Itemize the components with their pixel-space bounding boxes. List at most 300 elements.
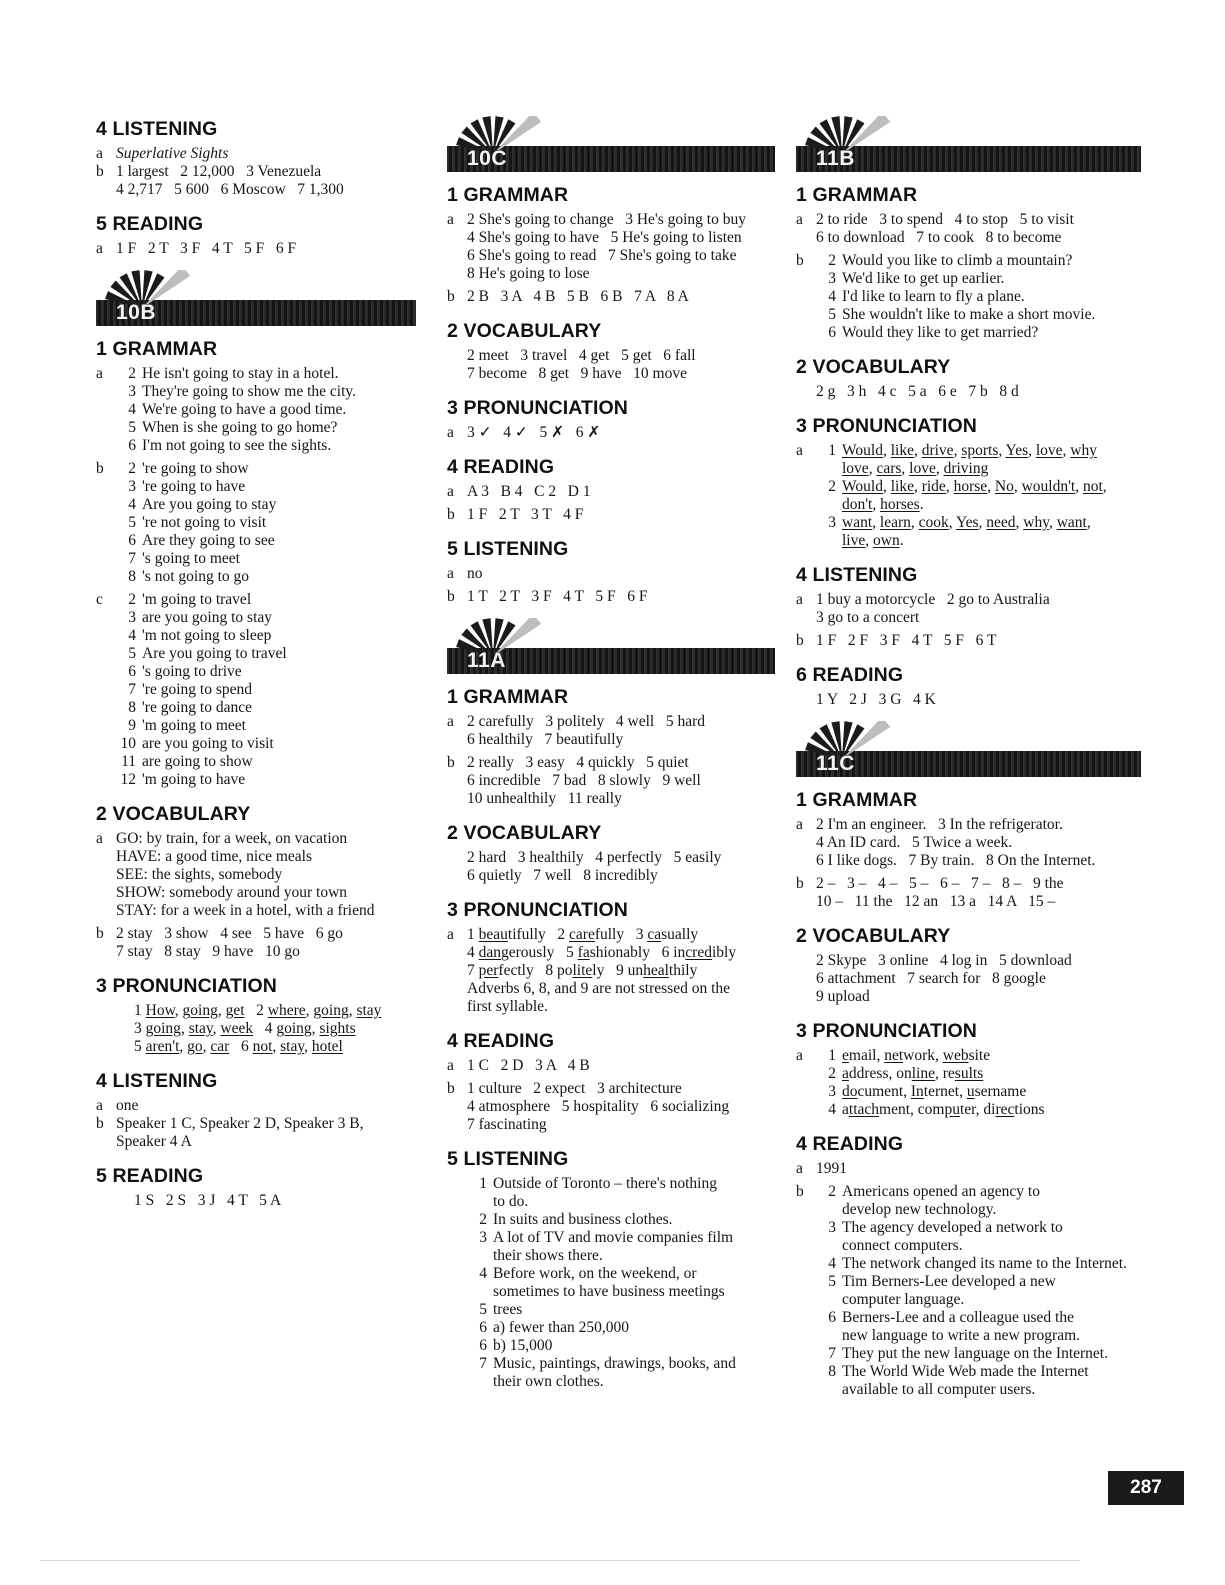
item-letter: b <box>447 754 455 771</box>
answer-row <box>96 163 416 181</box>
item-letter <box>796 532 816 550</box>
answer-text: 6 incredible 7 bad 8 slowly 9 well <box>467 772 701 789</box>
item-letter <box>447 772 467 790</box>
answer-text: Speaker 1 C, Speaker 2 D, Speaker 3 B, <box>116 1115 364 1132</box>
numbered-answer <box>96 478 416 496</box>
item-letter <box>796 288 816 306</box>
item-letter <box>796 514 816 532</box>
item-letter: a <box>796 591 803 608</box>
numbered-answer <box>796 288 1141 306</box>
answer-text: The network changed its name to the Internet. <box>842 1255 1127 1272</box>
item-number: 5 <box>128 514 136 531</box>
answer-text: A 3 B 4 C 2 D 1 <box>467 483 591 500</box>
numbered-answer <box>447 1247 775 1265</box>
answer-row <box>447 483 775 501</box>
item-number: 8 <box>828 1363 836 1380</box>
item-letter: a <box>96 1097 103 1114</box>
item-number <box>816 460 842 478</box>
answer-text: 7 fascinating <box>467 1116 547 1133</box>
answer-text: 's not going to go <box>142 568 249 585</box>
section-title: 3 PRONUNCIATION <box>96 975 277 997</box>
item-number: 8 <box>128 699 136 716</box>
item-letter <box>96 1020 116 1038</box>
section-title: 4 LISTENING <box>96 118 218 140</box>
section-title: 4 READING <box>447 1030 555 1052</box>
answer-text: email, network, website <box>842 1047 991 1064</box>
section-title: 4 LISTENING <box>796 564 918 586</box>
answer-text: Would you like to climb a mountain? <box>842 252 1073 269</box>
answer-row <box>796 970 1141 988</box>
answer-row <box>96 884 416 902</box>
item-number: 3 <box>828 514 836 531</box>
item-number <box>816 496 842 514</box>
item-letter <box>447 790 467 808</box>
answer-row <box>447 713 775 731</box>
item-number: 2 <box>828 252 836 269</box>
item-number <box>816 1237 842 1255</box>
item-letter <box>96 532 116 550</box>
sunburst-icon <box>802 116 902 150</box>
answer-text: 's going to drive <box>142 663 242 680</box>
section-title: 2 VOCABULARY <box>796 925 951 947</box>
answer-text: GO: by train, for a week, on vacation <box>116 830 348 847</box>
numbered-answer <box>447 1283 775 1301</box>
answer-row <box>96 848 416 866</box>
item-letter <box>447 1355 467 1373</box>
item-letter: a <box>447 483 454 500</box>
answer-row <box>96 1020 416 1038</box>
section-title: 1 GRAMMAR <box>796 789 918 811</box>
item-letter <box>796 383 816 401</box>
answer-row <box>447 247 775 265</box>
answer-text: 's going to meet <box>142 550 240 567</box>
item-number: 2 <box>128 460 136 477</box>
item-letter <box>96 1002 116 1020</box>
item-letter <box>96 735 116 753</box>
answer-text: address, online, results <box>842 1065 984 1082</box>
item-letter <box>796 852 816 870</box>
answer-row <box>447 588 775 606</box>
answer-text: 7 perfectly 8 politely 9 unhealthily <box>467 962 698 979</box>
numbered-answer <box>796 1101 1141 1119</box>
answer-text: The World Wide Web made the Internet <box>842 1363 1089 1380</box>
numbered-answer <box>447 1175 775 1193</box>
item-letter <box>447 365 467 383</box>
numbered-answer <box>96 591 416 609</box>
item-letter <box>447 962 467 980</box>
item-number: 5 <box>479 1301 487 1318</box>
item-number: 3 <box>828 1219 836 1236</box>
item-letter <box>447 849 467 867</box>
item-letter <box>447 1337 467 1355</box>
numbered-answer <box>96 681 416 699</box>
item-letter <box>96 902 116 920</box>
answer-row <box>796 852 1141 870</box>
item-letter: a <box>96 830 103 847</box>
answer-row <box>447 980 775 998</box>
numbered-answer <box>796 1183 1141 1201</box>
answer-text: 3 going, stay, week 4 going, sights <box>134 1020 356 1037</box>
item-letter <box>96 848 116 866</box>
item-letter <box>96 1133 116 1151</box>
page-number: 287 <box>1108 1471 1184 1505</box>
unit-code: 10C <box>467 147 508 170</box>
numbered-answer <box>447 1355 775 1373</box>
answer-text: 7 stay 8 stay 9 have 10 go <box>116 943 300 960</box>
item-number: 6 <box>828 1309 836 1326</box>
numbered-answer <box>796 1083 1141 1101</box>
item-letter <box>447 1116 467 1134</box>
item-number: 5 <box>128 645 136 662</box>
item-letter: b <box>447 588 455 605</box>
item-letter <box>796 324 816 342</box>
item-letter <box>447 1229 467 1247</box>
numbered-answer <box>796 1219 1141 1237</box>
answer-text: 7 become 8 get 9 have 10 move <box>467 365 687 382</box>
numbered-answer <box>96 514 416 532</box>
item-letter: b <box>96 460 104 477</box>
answer-text: 4 2,717 5 600 6 Moscow 7 1,300 <box>116 181 344 198</box>
answer-row <box>96 181 416 199</box>
answer-row <box>447 1080 775 1098</box>
item-letter <box>447 347 467 365</box>
answer-text: 3 go to a concert <box>816 609 920 626</box>
unit-banner <box>447 618 775 674</box>
answer-row <box>96 1133 416 1151</box>
answer-text: b) 15,000 <box>493 1337 553 1354</box>
numbered-answer <box>96 532 416 550</box>
item-letter <box>796 1363 816 1381</box>
numbered-answer <box>96 717 416 735</box>
numbered-answer <box>96 663 416 681</box>
numbered-answer <box>796 1363 1141 1381</box>
item-number: 9 <box>128 717 136 734</box>
item-letter <box>796 609 816 627</box>
item-letter <box>96 609 116 627</box>
numbered-answer <box>96 496 416 514</box>
answer-text: attachment, computer, directions <box>842 1101 1045 1118</box>
item-number: 1 <box>479 1175 487 1192</box>
answer-text: live, own. <box>842 532 904 549</box>
answer-text: 8 He's going to lose <box>467 265 590 282</box>
item-letter: a <box>796 442 803 459</box>
item-letter: a <box>96 365 103 382</box>
sunburst-icon <box>802 721 902 755</box>
answer-text: Americans opened an agency to <box>842 1183 1040 1200</box>
section-title: 2 VOCABULARY <box>447 320 602 342</box>
section-title: 3 PRONUNCIATION <box>447 397 628 419</box>
unit-code: 11A <box>467 649 506 672</box>
unit-banner <box>447 116 775 172</box>
section-title: 1 GRAMMAR <box>96 338 218 360</box>
answer-row <box>447 1098 775 1116</box>
answer-row <box>447 926 775 944</box>
bottom-rule <box>40 1560 1080 1561</box>
answer-text: love, cars, love, driving <box>842 460 989 477</box>
answer-text: sometimes to have business meetings <box>493 1283 725 1300</box>
answer-row <box>96 830 416 848</box>
item-number <box>467 1193 493 1211</box>
item-letter <box>96 627 116 645</box>
item-letter <box>96 717 116 735</box>
answer-row <box>796 229 1141 247</box>
item-number <box>467 1373 493 1391</box>
section-title: 5 LISTENING <box>447 1148 569 1170</box>
answer-text: Would, like, drive, sports, Yes, love, why <box>842 442 1097 459</box>
answer-text: document, Internet, username <box>842 1083 1027 1100</box>
answer-row <box>447 731 775 749</box>
item-number: 4 <box>128 627 136 644</box>
item-number: 2 <box>128 591 136 608</box>
answer-text: 4 She's going to have 5 He's going to listen <box>467 229 742 246</box>
item-number: 1 <box>828 1047 836 1064</box>
item-letter <box>447 1319 467 1337</box>
item-number <box>816 1327 842 1345</box>
item-letter: a <box>447 1057 454 1074</box>
item-letter <box>96 884 116 902</box>
answer-text: 6 quietly 7 well 8 incredibly <box>467 867 658 884</box>
item-letter: b <box>796 1183 804 1200</box>
item-number: 7 <box>128 550 136 567</box>
answer-text: Outside of Toronto – there's nothing <box>493 1175 717 1192</box>
item-letter <box>447 1373 467 1391</box>
answer-text: to do. <box>493 1193 529 1210</box>
item-letter <box>796 1291 816 1309</box>
answer-text: SEE: the sights, somebody <box>116 866 283 883</box>
item-letter: b <box>96 163 104 180</box>
answer-row <box>447 229 775 247</box>
item-letter: b <box>796 252 804 269</box>
item-letter: a <box>796 211 803 228</box>
answer-row <box>447 565 775 583</box>
numbered-answer <box>796 1237 1141 1255</box>
item-number: 2 <box>479 1211 487 1228</box>
item-number: 5 <box>828 306 836 323</box>
item-number: 2 <box>128 365 136 382</box>
answer-text: 2 meet 3 travel 4 get 5 get 6 fall <box>467 347 696 364</box>
answer-text: 4 dangerously 5 fashionably 6 incredibly <box>467 944 737 961</box>
item-letter: b <box>796 875 804 892</box>
sunburst-icon <box>453 116 553 150</box>
answer-text: are going to show <box>142 753 253 770</box>
item-letter <box>447 998 467 1016</box>
answer-row <box>796 691 1141 709</box>
item-letter <box>447 867 467 885</box>
answer-text: new language to write a new program. <box>842 1327 1081 1344</box>
answer-text: 6 healthily 7 beautifully <box>467 731 624 748</box>
section-title: 4 READING <box>447 456 555 478</box>
item-letter: a <box>447 565 454 582</box>
answer-text: 2 – 3 – 4 – 5 – 6 – 7 – 8 – 9 the <box>816 875 1064 892</box>
item-number: 5 <box>128 419 136 436</box>
sunburst-icon <box>453 618 553 652</box>
item-letter <box>796 1381 816 1399</box>
unit-banner <box>96 270 416 326</box>
item-letter <box>796 1201 816 1219</box>
section-title: 3 PRONUNCIATION <box>447 899 628 921</box>
answer-text: Superlative Sights <box>116 145 229 162</box>
section-title: 1 GRAMMAR <box>447 686 569 708</box>
item-letter <box>796 1237 816 1255</box>
item-number: 2 <box>828 1183 836 1200</box>
item-letter <box>796 1083 816 1101</box>
column-middle <box>447 104 775 1391</box>
answer-row <box>96 1002 416 1020</box>
answer-text: 2 really 3 easy 4 quickly 5 quiet <box>467 754 689 771</box>
answer-text: 5 aren't, go, car 6 not, stay, hotel <box>134 1038 343 1055</box>
item-letter: a <box>96 240 103 257</box>
answer-row <box>447 849 775 867</box>
answer-row <box>96 1192 416 1210</box>
unit-code: 11C <box>816 752 855 775</box>
answer-row <box>447 790 775 808</box>
section-title: 4 READING <box>796 1133 904 1155</box>
numbered-answer <box>796 1327 1141 1345</box>
answer-text: 4 An ID card. 5 Twice a week. <box>816 834 1013 851</box>
answer-text: Are you going to travel <box>142 645 287 662</box>
item-number: 3 <box>128 383 136 400</box>
item-letter <box>796 460 816 478</box>
item-letter: a <box>796 816 803 833</box>
answer-text: 1 beautifully 2 carefully 3 casually <box>467 926 699 943</box>
answer-text: 1 S 2 S 3 J 4 T 5 A <box>134 1192 282 1209</box>
answer-text: 10 – 11 the 12 an 13 a 14 A 15 – <box>816 893 1056 910</box>
answer-row <box>447 1116 775 1134</box>
item-number: 2 <box>828 478 836 495</box>
item-letter: b <box>796 632 804 649</box>
item-letter <box>96 478 116 496</box>
item-number <box>467 1283 493 1301</box>
item-number: 4 <box>128 401 136 418</box>
answer-text: 1 culture 2 expect 3 architecture <box>467 1080 682 1097</box>
answer-text: We'd like to get up earlier. <box>842 270 1005 287</box>
item-letter: c <box>96 591 103 608</box>
answer-row <box>96 145 416 163</box>
numbered-answer <box>796 1201 1141 1219</box>
unit-code: 10B <box>116 301 157 324</box>
item-number: 3 <box>828 1083 836 1100</box>
answer-text: 1 T 2 T 3 F 4 T 5 F 6 F <box>467 588 648 605</box>
item-letter: a <box>447 713 454 730</box>
answer-row <box>796 383 1141 401</box>
answer-text: are you going to stay <box>142 609 273 626</box>
answer-row <box>447 265 775 283</box>
item-letter <box>447 1175 467 1193</box>
item-letter <box>96 419 116 437</box>
numbered-answer <box>796 1047 1141 1065</box>
numbered-answer <box>447 1229 775 1247</box>
answer-text: 're going to show <box>142 460 249 477</box>
item-number: 1 <box>828 442 836 459</box>
answer-text: their own clothes. <box>493 1373 604 1390</box>
answer-text: I'd like to learn to fly a plane. <box>842 288 1025 305</box>
numbered-answer <box>796 270 1141 288</box>
item-number: 10 <box>120 735 136 752</box>
answer-text: Speaker 4 A <box>116 1133 192 1150</box>
section-title: 5 LISTENING <box>447 538 569 560</box>
item-letter <box>796 988 816 1006</box>
answer-row <box>447 772 775 790</box>
numbered-answer <box>96 550 416 568</box>
section-title: 1 GRAMMAR <box>447 184 569 206</box>
item-letter <box>447 1265 467 1283</box>
item-letter <box>96 1038 116 1056</box>
answer-text: a) fewer than 250,000 <box>493 1319 630 1336</box>
item-letter <box>447 944 467 962</box>
item-number: 5 <box>828 1273 836 1290</box>
numbered-answer <box>796 324 1141 342</box>
answer-text: first syllable. <box>467 998 548 1015</box>
answer-row <box>796 591 1141 609</box>
item-letter: b <box>96 925 104 942</box>
item-letter <box>796 1065 816 1083</box>
item-letter <box>96 181 116 199</box>
answer-text: 're going to spend <box>142 681 252 698</box>
answer-text: 'm going to meet <box>142 717 246 734</box>
answer-text: STAY: for a week in a hotel, with a friend <box>116 902 375 919</box>
answer-row <box>447 365 775 383</box>
item-letter <box>796 970 816 988</box>
column-left <box>96 104 416 1210</box>
answer-row <box>447 944 775 962</box>
numbered-answer <box>96 437 416 455</box>
unit-code: 11B <box>816 147 855 170</box>
answer-text: He isn't going to stay in a hotel. <box>142 365 339 382</box>
numbered-answer <box>96 699 416 717</box>
answer-text: connect computers. <box>842 1237 963 1254</box>
numbered-answer <box>447 1265 775 1283</box>
answer-row <box>96 1038 416 1056</box>
item-letter: a <box>447 211 454 228</box>
answer-text: 2 carefully 3 politely 4 well 5 hard <box>467 713 706 730</box>
section-title: 5 READING <box>96 1165 204 1187</box>
numbered-answer <box>447 1193 775 1211</box>
answer-text: 2 to ride 3 to spend 4 to stop 5 to visit <box>816 211 1074 228</box>
answer-row <box>447 424 775 442</box>
item-number: 6 <box>128 437 136 454</box>
item-number <box>816 1201 842 1219</box>
answer-text: are you going to visit <box>142 735 274 752</box>
item-letter <box>796 1327 816 1345</box>
numbered-answer <box>796 1255 1141 1273</box>
answer-row <box>796 834 1141 852</box>
item-letter: a <box>796 1047 803 1064</box>
numbered-answer <box>96 609 416 627</box>
item-letter <box>796 496 816 514</box>
numbered-answer <box>96 753 416 771</box>
item-letter <box>796 1255 816 1273</box>
item-letter: a <box>96 145 103 162</box>
item-letter <box>447 1301 467 1319</box>
item-letter <box>96 645 116 663</box>
item-number <box>816 1381 842 1399</box>
answer-row <box>96 943 416 961</box>
item-letter <box>796 478 816 496</box>
answer-text: 9 upload <box>816 988 870 1005</box>
answer-text: no <box>467 565 483 582</box>
answer-text: HAVE: a good time, nice meals <box>116 848 313 865</box>
item-letter <box>447 265 467 283</box>
answer-text: 6 attachment 7 search for 8 google <box>816 970 1046 987</box>
answer-text: Before work, on the weekend, or <box>493 1265 697 1282</box>
item-number: 6 <box>479 1337 487 1354</box>
answer-text: 2 stay 3 show 4 see 5 have 6 go <box>116 925 343 942</box>
item-number: 3 <box>479 1229 487 1246</box>
numbered-answer <box>96 627 416 645</box>
item-letter <box>796 1273 816 1291</box>
item-number <box>816 1291 842 1309</box>
answer-text: 2 I'm an engineer. 3 In the refrigerator. <box>816 816 1063 833</box>
